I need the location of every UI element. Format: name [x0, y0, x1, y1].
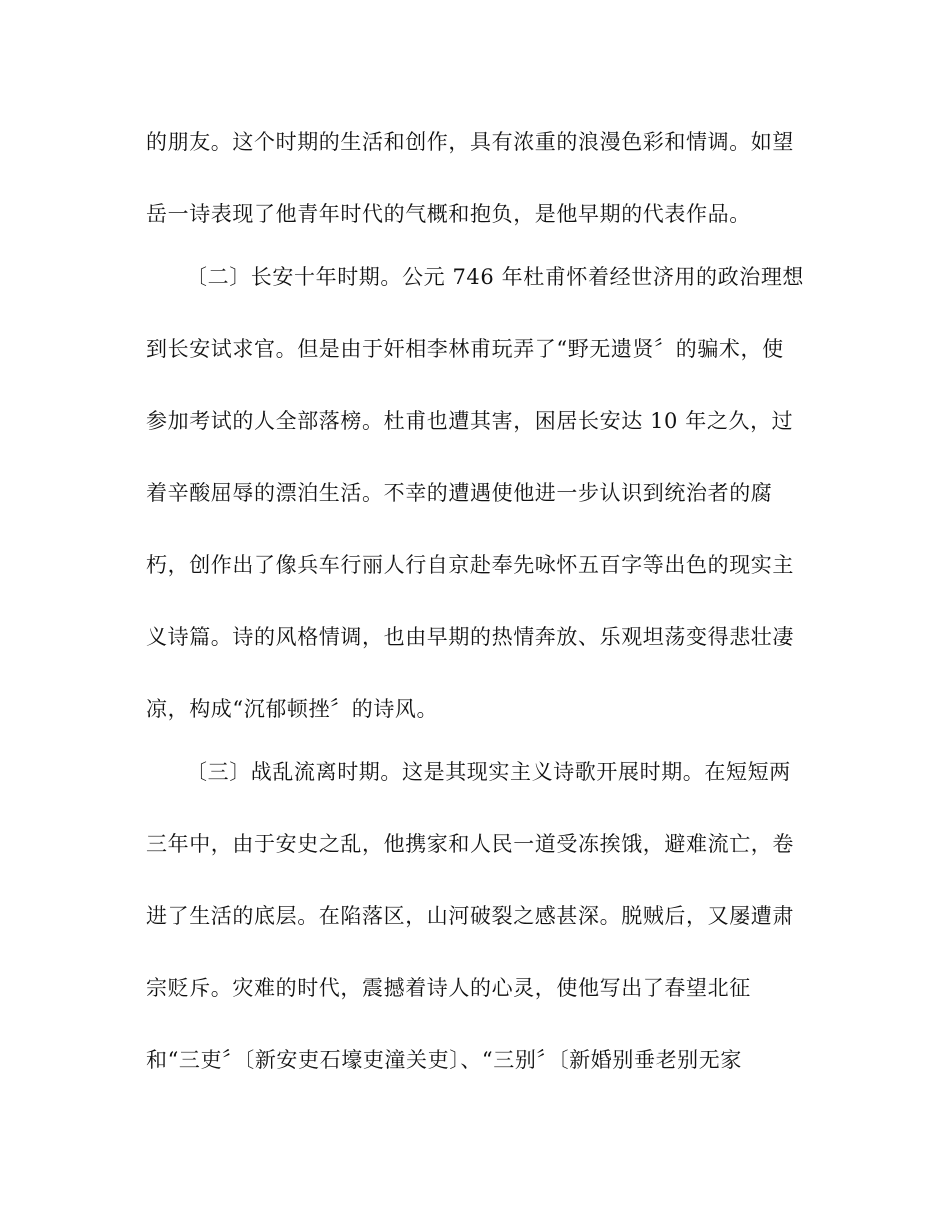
- text-line: 朽，创作出了像兵车行丽人行自京赴奉先咏怀五百字等出色的现实主: [146, 553, 794, 577]
- paragraph-start-line: 〔二〕长安十年时期。公元 746 年杜甫怀着经世济用的政治理想: [186, 265, 805, 289]
- text-line: 的朋友。这个时期的生活和创作，具有浓重的浪漫色彩和情调。如望: [146, 130, 794, 154]
- text-line: 三年中，由于安史之乱，他携家和人民一道受冻挨饿，避难流亡，卷: [146, 832, 794, 856]
- paragraph-start-line: 〔三〕战乱流离时期。这是其现实主义诗歌开展时期。在短短两: [186, 760, 791, 784]
- text-line: 凉，构成“沉郁顿挫〞的诗风。: [146, 697, 439, 721]
- text-line: 宗贬斥。灾难的时代，震撼着诗人的心灵，使他写出了春望北征: [146, 976, 751, 1000]
- text-line: 义诗篇。诗的风格情调，也由早期的热情奔放、乐观坦荡变得悲壮凄: [146, 625, 794, 649]
- text-line: 着辛酸屈辱的漂泊生活。不幸的遭遇使他进一步认识到统治者的腐: [146, 481, 773, 505]
- text-line: 和“三吏〞〔新安吏石壕吏潼关吏〕、“三别〞〔新婚别垂老别无家: [146, 1048, 742, 1072]
- text-line: 参加考试的人全部落榜。杜甫也遭其害，困居长安达 10 年之久，过: [146, 409, 794, 433]
- text-line: 到长安试求官。但是由于奸相李林甫玩弄了“野无遗贤〞的骗术，使: [146, 337, 784, 361]
- text-line: 进了生活的底层。在陷落区，山河破裂之感甚深。脱贼后，又屡遭肃: [146, 904, 794, 928]
- text-line: 岳一诗表现了他青年时代的气概和抱负，是他早期的代表作品。: [146, 202, 751, 226]
